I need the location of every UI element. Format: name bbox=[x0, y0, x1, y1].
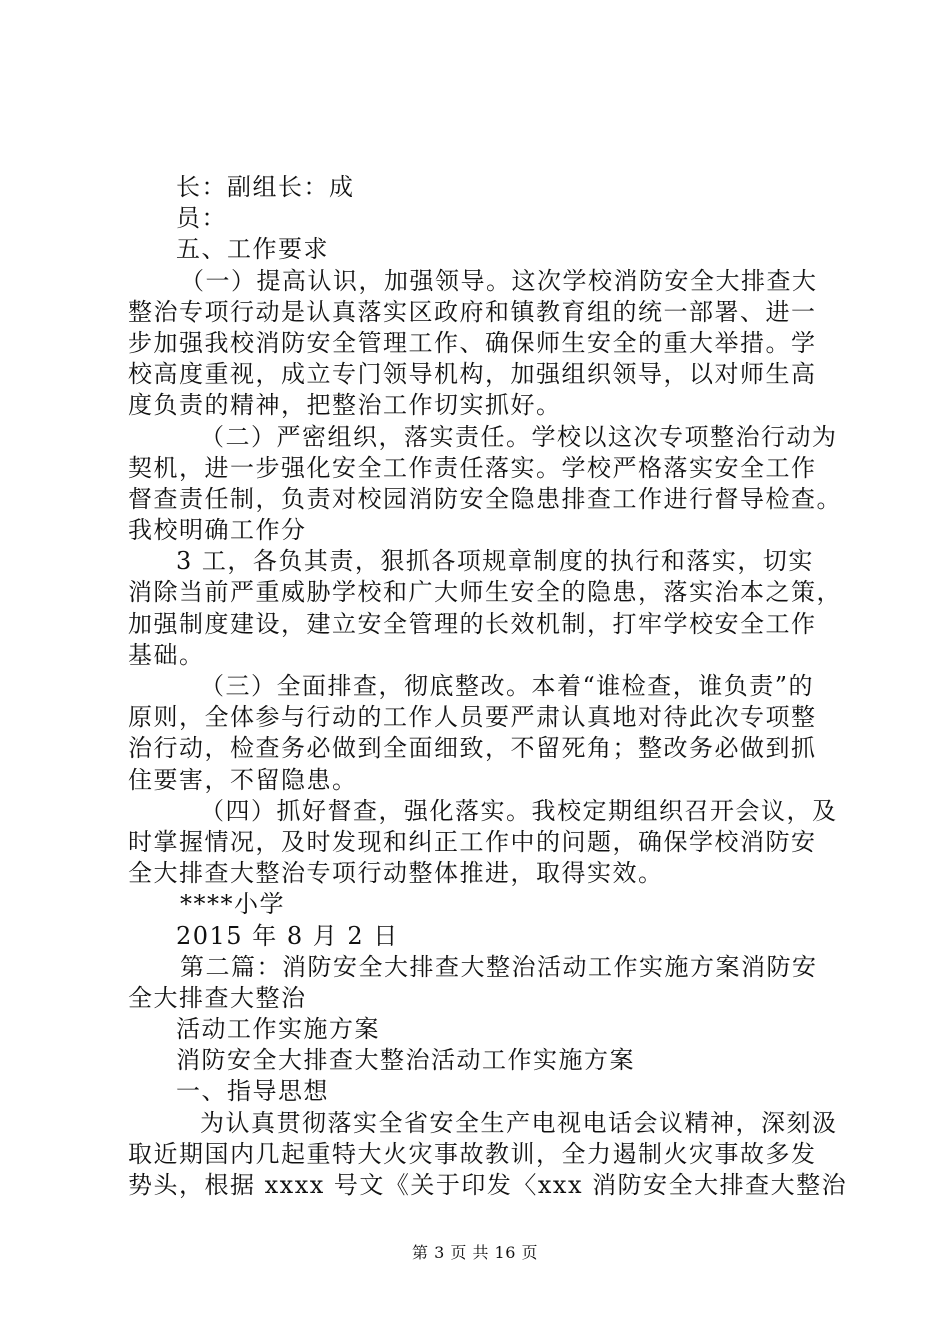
text-line: 住要害，不留隐患。 bbox=[128, 765, 358, 794]
paragraph-start: 为认真贯彻落实全省安全生产电视电话会议精神，深刻汲 bbox=[200, 1108, 838, 1137]
chapter-title: 第二篇：消防安全大排查大整治活动工作实施方案消防安 bbox=[180, 952, 818, 981]
paragraph-start: 3 工，各负其责，狠抓各项规章制度的执行和落实，切实 bbox=[176, 547, 814, 576]
text-line: 加强制度建设，建立安全管理的长效机制，打牢学校安全工作 bbox=[128, 609, 817, 638]
paragraph-start: （三）全面排查，彻底整改。本着“谁检查，谁负责”的 bbox=[200, 672, 815, 700]
paragraph-start: （四）抓好督查，强化落实。我校定期组织召开会议，及 bbox=[200, 796, 838, 825]
text-line: 全大排查大整治 bbox=[128, 983, 307, 1012]
text-line: 契机，进一步强化安全工作责任落实。学校严格落实安全工作 bbox=[128, 453, 817, 482]
text-line: 我校明确工作分 bbox=[128, 516, 307, 545]
text-line: 取近期国内几起重特大火灾事故教训，全力遏制火灾事故多发 bbox=[128, 1139, 817, 1168]
document-title: 消防安全大排查大整治活动工作实施方案 bbox=[176, 1046, 635, 1075]
text-line: 步加强我校消防安全管理工作、确保师生安全的重大举措。学 bbox=[128, 328, 817, 357]
paragraph-start: （二）严密组织，落实责任。学校以这次专项整治行动为 bbox=[200, 422, 838, 451]
text-line: 消除当前严重威胁学校和广大师生安全的隐患，落实治本之策， bbox=[128, 578, 842, 607]
text-line: 全大排查大整治专项行动整体推进，取得实效。 bbox=[128, 859, 664, 888]
text-line: 督查责任制，负责对校园消防安全隐患排查工作进行督导检查。 bbox=[128, 484, 842, 513]
text-line: 整治专项行动是认真落实区政府和镇教育组的统一部署、进一 bbox=[128, 297, 817, 326]
section-heading: 五、工作要求 bbox=[176, 235, 329, 264]
text-line: 原则，全体参与行动的工作人员要严肃认真地对待此次专项整 bbox=[128, 703, 817, 732]
text-line: 势头，根据 xxxx 号文《关于印发〈xxx 消防安全大排查大整治 bbox=[128, 1171, 848, 1199]
text-line: 时掌握情况，及时发现和纠正工作中的问题，确保学校消防安 bbox=[128, 827, 817, 856]
signature-date: 2015 年 8 月 2 日 bbox=[176, 921, 399, 950]
section-heading: 一、指导思想 bbox=[176, 1077, 329, 1106]
signature-school: ****小学 bbox=[180, 890, 285, 919]
text-line: 度负责的精神，把整治工作切实抓好。 bbox=[128, 391, 562, 420]
text-line: 活动工作实施方案 bbox=[176, 1015, 380, 1044]
text-line: 长：副组长：成 bbox=[176, 173, 355, 201]
document-body bbox=[128, 172, 848, 1201]
text-line: 员： bbox=[176, 204, 227, 233]
text-line: 治行动，检查务必做到全面细致，不留死角；整改务必做到抓 bbox=[128, 734, 817, 763]
text-line: 基础。 bbox=[128, 640, 205, 669]
paragraph-start: （一）提高认识，加强领导。这次学校消防安全大排查大 bbox=[180, 266, 818, 295]
text-line: 校高度重视，成立专门领导机构，加强组织领导，以对师生高 bbox=[128, 360, 817, 389]
page-number-footer: 第 3 页 共 16 页 bbox=[412, 1243, 538, 1262]
